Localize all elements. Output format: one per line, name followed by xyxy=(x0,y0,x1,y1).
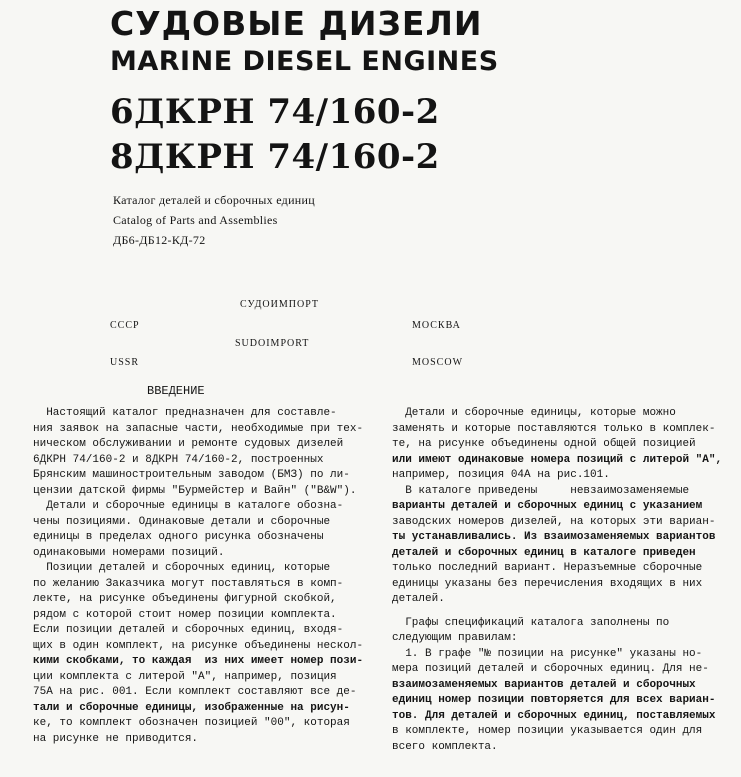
text-line: ническом обслуживании и ремонте судовых дизелей xyxy=(33,438,344,450)
text-line: Графы спецификаций каталога заполнены по xyxy=(392,616,670,629)
text-line: ты устанавливались. Из взаимозаменяемых вариантов xyxy=(392,531,716,543)
text-line: единицы указаны без перечисления входящих в них xyxy=(392,577,703,590)
text-line: варианты деталей и сборочных единиц с указанием xyxy=(392,500,703,512)
text-line: мера позиций деталей и сборочных единиц. Для не- xyxy=(392,663,709,675)
text-line: Брянским машиностроительным заводом (БМЗ) по ли- xyxy=(33,469,350,481)
text-line: лекте, на рисунке объединены фигурной скобкой, xyxy=(33,593,337,605)
text-line: те, на рисунке объединены одной общей позицией xyxy=(392,438,696,450)
text-line: чены позициями. Одинаковые детали и сборочные xyxy=(33,515,331,528)
text-line: деталей и сборочных единиц в каталоге приведен xyxy=(392,546,696,559)
text-line: ния заявок на запасные части, необходимые при тех- xyxy=(33,422,364,435)
publisher-english: SUDOIMPORT xyxy=(235,338,310,349)
title-russian: СУДОВЫЕ ДИЗЕЛИ xyxy=(110,4,483,43)
title-english: MARINE DIESEL ENGINES xyxy=(110,46,499,77)
country-russian: СССР xyxy=(110,320,140,331)
text-line: деталей. xyxy=(392,593,445,605)
text-line: заменять и которые поставляются только в комплек- xyxy=(392,422,716,435)
text-line: Если позиции деталей и сборочных единиц, входя- xyxy=(33,624,344,636)
text-line: Детали и сборочные единицы, которые можно xyxy=(392,407,676,419)
text-line: взаимозаменяемых вариантов деталей и сборочных xyxy=(392,678,696,691)
engine-model-8: 8ДКРН 74/160-2 xyxy=(110,137,440,177)
catalog-title-russian: Каталог деталей и сборочных единиц xyxy=(113,193,315,207)
text-line: ке, то комплект обозначен позицией "00", которая xyxy=(33,717,350,729)
catalog-code: ДБ6-ДБ12-КД-72 xyxy=(113,233,206,247)
text-line: цензии датской фирмы "Бурмейстер и Вайн" ("B&W"). xyxy=(33,484,357,497)
text-line: тов. Для деталей и сборочных единиц, поставляемых xyxy=(392,709,716,722)
text-line: 75А на рис. 001. Если комплект составляют все де- xyxy=(33,686,357,698)
publisher-russian: СУДОИМПОРТ xyxy=(240,299,319,310)
text-line: Настоящий каталог предназначен для составле- xyxy=(33,407,337,419)
text-line: единиц номер позиции повторяется для всех вариан- xyxy=(392,694,716,706)
catalog-title-english: Catalog of Parts and Assemblies xyxy=(113,213,278,227)
text-line: тали и сборочные единицы, изображенные на рисун- xyxy=(33,701,350,714)
text-line: Позиции деталей и сборочных единиц, которые xyxy=(33,562,331,574)
text-line: Детали и сборочные единицы в каталоге обозна- xyxy=(33,500,344,512)
text-line: одинаковыми номерами позиций. xyxy=(33,546,225,559)
text-line: 1. В графе "№ позиции на рисунке" указаны но- xyxy=(392,647,703,660)
text-line: всего комплекта. xyxy=(392,740,498,753)
engine-model-6: 6ДКРН 74/160-2 xyxy=(110,92,440,132)
text-line: рядом с которой стоит номер позиции комплекта. xyxy=(33,608,337,621)
text-line: или имеют одинаковые номера позиций с литерой "А", xyxy=(392,453,723,466)
country-english: USSR xyxy=(110,357,140,368)
text-line: щих в один комплект, на рисунке объединены нескол- xyxy=(33,639,364,652)
city-russian: МОСКВА xyxy=(412,320,461,331)
text-line: в комплекте, номер позиции указывается один для xyxy=(392,725,703,737)
intro-right-column xyxy=(392,406,723,755)
text-line: по желанию Заказчика могут поставляться в комп- xyxy=(33,577,344,590)
text-line: 6ДКРН 74/160-2 и 8ДКРН 74/160-2, построенных xyxy=(33,453,324,466)
text-line: на рисунке не приводится. xyxy=(33,732,199,745)
text-line: ции комплекта с литерой "А", например, позиция xyxy=(33,670,337,683)
text-line: следующим правилам: xyxy=(392,632,518,644)
text-line: заводских номеров дизелей, на которых эти вариан- xyxy=(392,515,716,528)
city-english: MOSCOW xyxy=(412,357,464,368)
text-line: кими скобками, то каждая из них имеет номер пози- xyxy=(33,655,364,667)
text-line: В каталоге приведены невзаимозаменяемые xyxy=(392,484,690,497)
intro-heading: ВВЕДЕНИЕ xyxy=(147,384,205,398)
text-line: например, позиция 04А на рис.101. xyxy=(392,469,610,481)
intro-left-column xyxy=(33,406,364,747)
text-line: только последний вариант. Неразъемные сборочные xyxy=(392,562,703,574)
text-line: единицы в пределах одного рисунка обозначены xyxy=(33,531,324,543)
